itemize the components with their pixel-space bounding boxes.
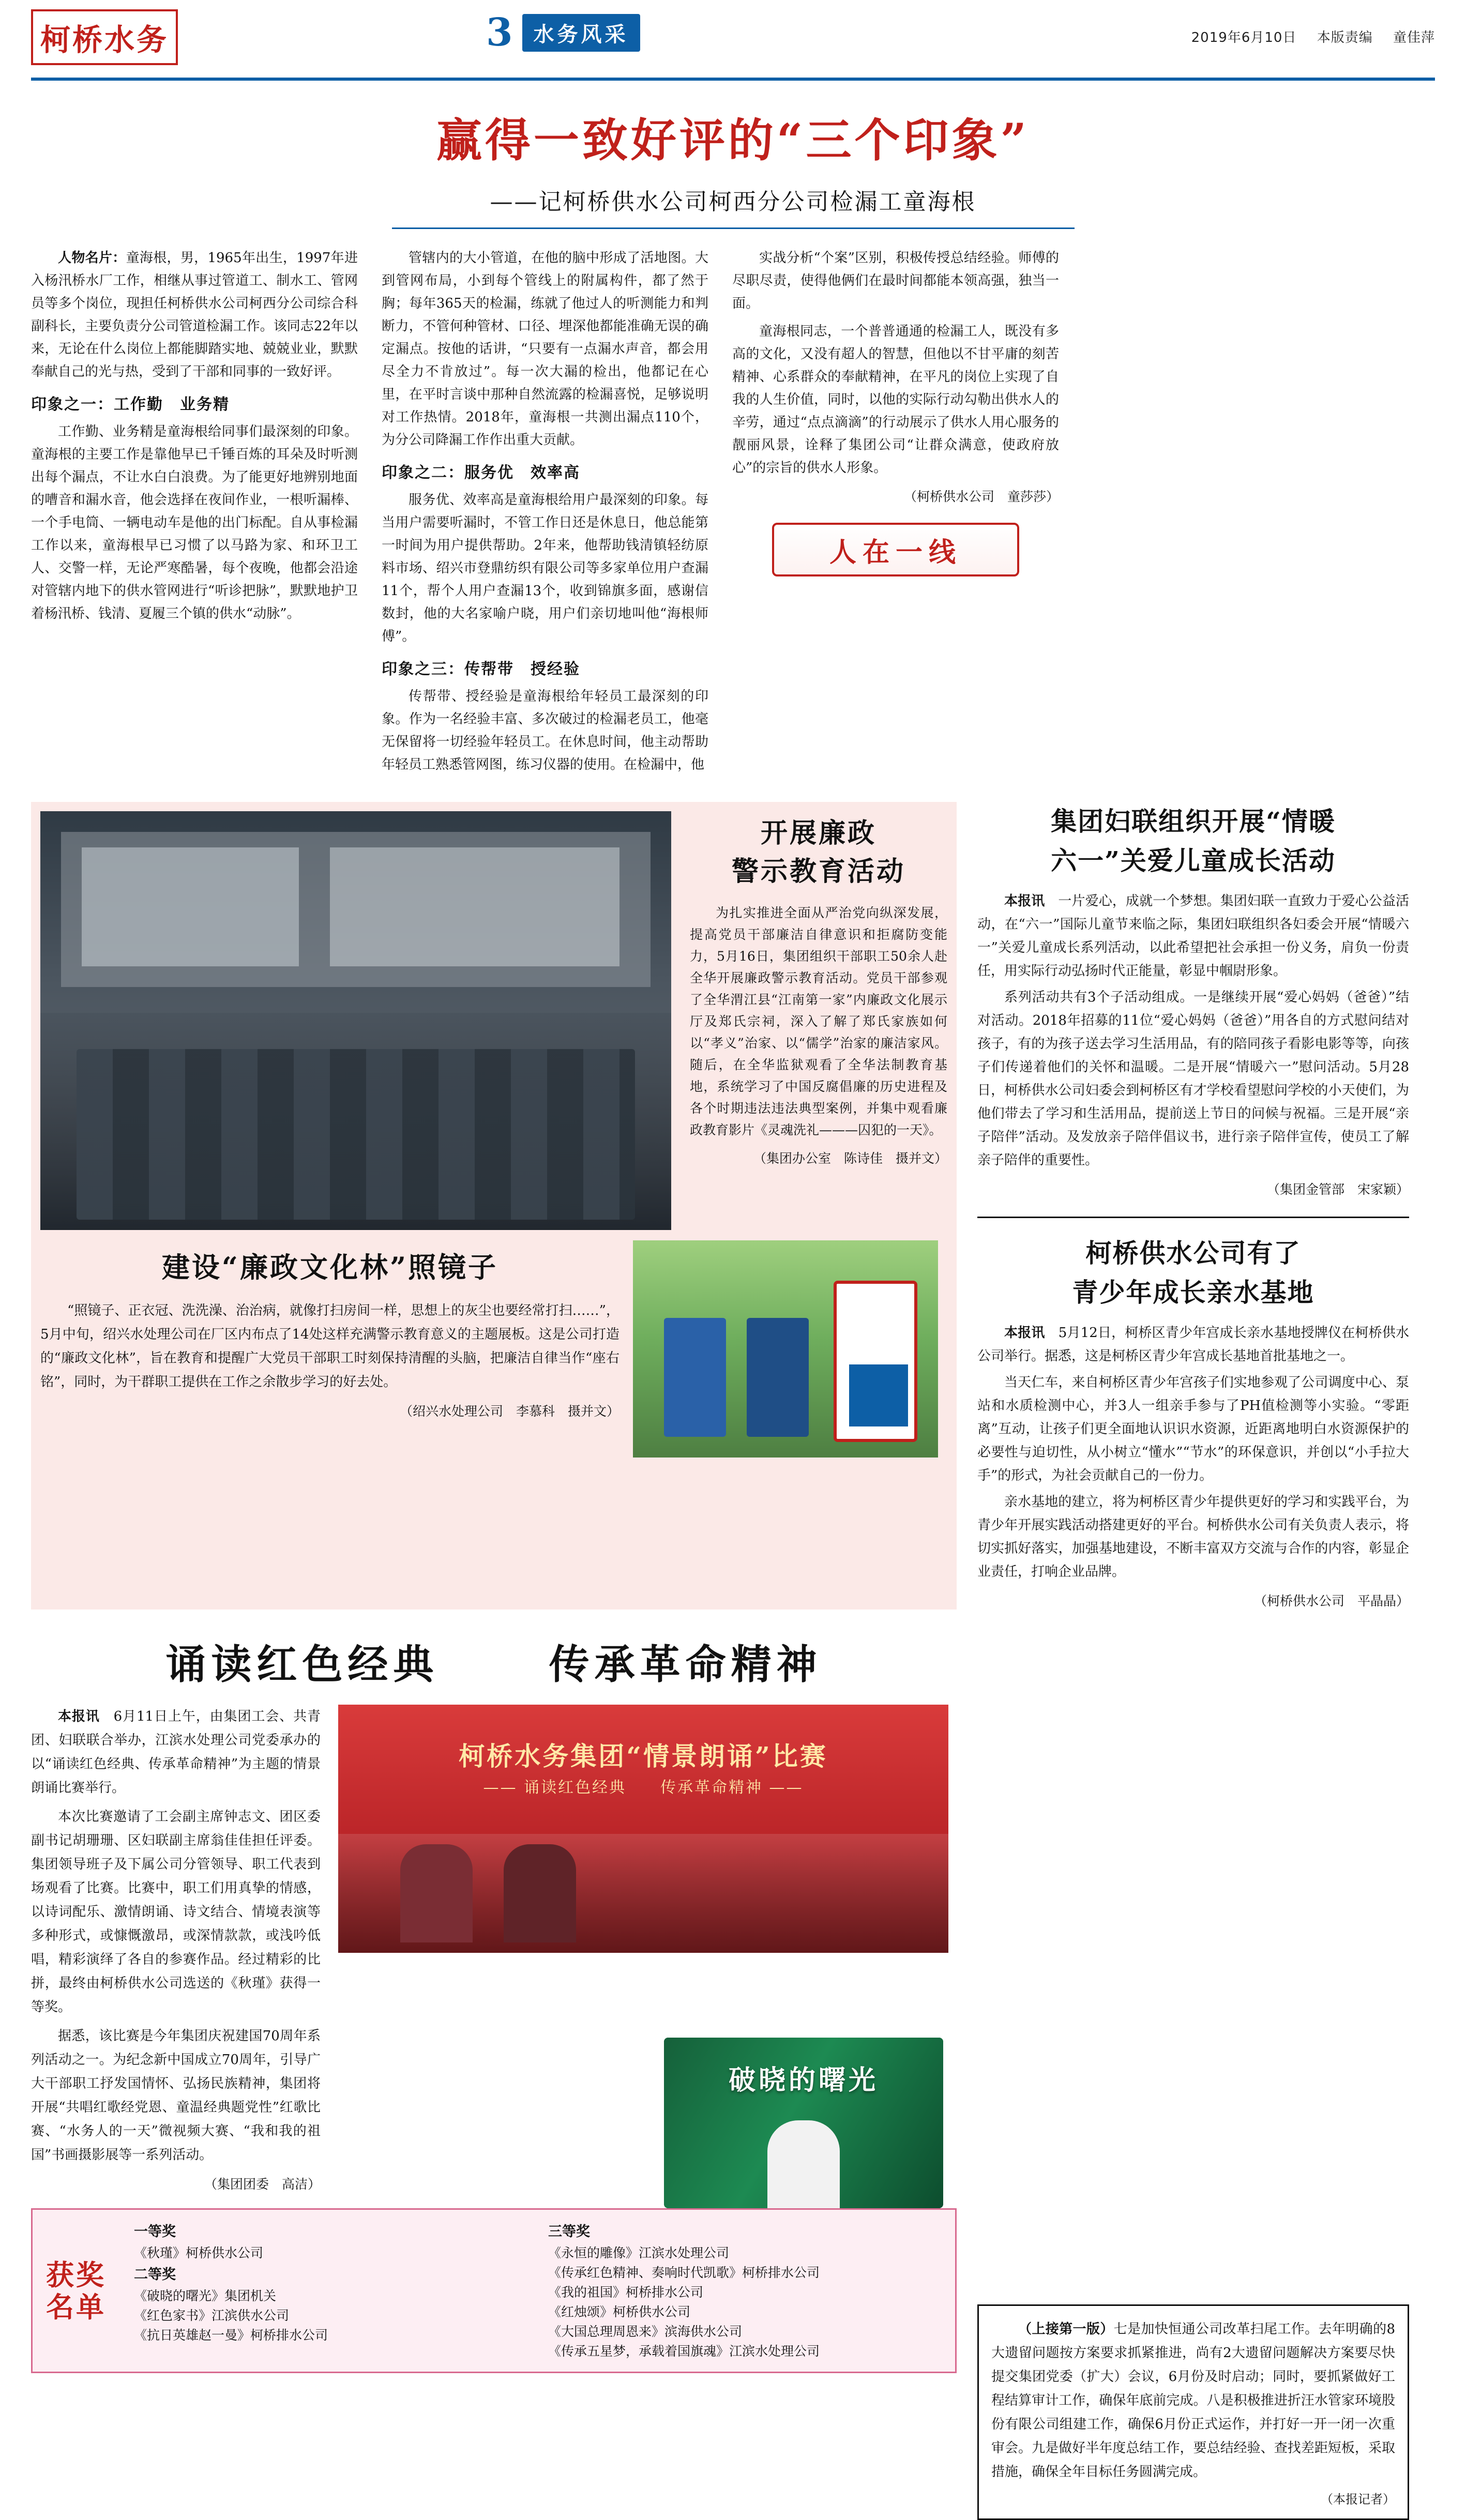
youth-article-p2: 当天仁车，来自柯桥区青少年宫孩子们实地参观了公司调度中心、泵站和水质检测中心，并3人一组亲手参与了PH值检测等小实验。“零距离”互动，让孩子们更全面地认识识水资源，近距离地明白水资源保护的必要性与迫切性，从小树立“懂水”“节水”的环保意识，并创以“小手拉大手”的形式，为社会贡献自己的一份力。: [977, 1375, 1409, 1483]
feature-column-3: [732, 247, 1059, 781]
feature-column-1: [31, 247, 358, 781]
right-column: [977, 802, 1409, 1610]
clean-government-article: [685, 811, 947, 1167]
page-number: 3: [486, 10, 513, 55]
awards-column-1: [134, 2220, 527, 2361]
award-item: 《永恒的雕像》江滨水处理公司: [548, 2245, 730, 2260]
award-grade: 二等奖: [134, 2267, 176, 2283]
photo-overlay-title: 破晓的曙光: [728, 2064, 879, 2096]
recite-article-title: [31, 1632, 957, 1690]
youth-article-p1: [977, 1322, 1409, 1368]
women-article-title: [977, 802, 1409, 881]
middle-section: [31, 802, 1435, 1610]
women-article-p1-text: 一片爱心，成就一个梦想。集团妇联一直致力于爱心公益活动，在“六一”国际儿童节来临之际，集团妇联组织各妇委会开展“情暖六一”关爱儿童成长系列活动，以此希望把社会承担一份义务，肩负一份责任，用实际行动弘扬时代正能量，彰显中帼尉形象。: [977, 893, 1409, 979]
continued-byline: （本报记者）: [1321, 2492, 1395, 2507]
award-grade: 三等奖: [548, 2224, 590, 2240]
banner-subtitle: —— 诵读红色经典 传承革命精神 ——: [483, 1779, 804, 1797]
bottom-section: [31, 1632, 1435, 2520]
feature-subtitle: ——记柯桥供水公司柯西分公司检漏工童海根: [490, 189, 976, 215]
recite-photos: [338, 1705, 948, 2193]
women-lead: 本报讯: [1004, 893, 1045, 909]
mirror-article-byline: （绍兴水处理公司 李慕科 摄并文）: [399, 1404, 619, 1419]
feature-col3-p1: 实战分析“个案”区别，积极传授总结经验。师傅的尽职尽责，使得他俩们在最时间都能本领高强，独当一面。: [732, 250, 1059, 311]
recite-byline: （集团团委 高洁）: [204, 2177, 321, 2192]
women-article-title-line2: 六一”关爱儿童成长活动: [1051, 845, 1336, 876]
continued-text: [991, 2317, 1395, 2484]
impression-2-text: 服务优、效率高是童海根给用户最深刻的印象。每当用户需要听漏时，不管工作日还是休息日，他总能第一时间为用户提供帮助。2年来，他帮助钱清镇轻纺原料市场、绍兴市登鼎纺织有限公司等多家单位用户查漏11个，帮个人用户查漏13个，收到锦旗多面，感谢信数封，他的大名家喻户晓，用户们亲切地叫他“海根师傅”。: [382, 492, 708, 644]
impression-2-title: 印象之二：服务优 效率高: [382, 464, 580, 482]
clean-government-title-line2: 警示教育活动: [731, 856, 905, 887]
mirror-article-p1: “照镜子、正衣冠、洗洗澡、治治病，就像打扫房间一样，思想上的灰尘也要经常打扫……”，5月中旬，绍兴水处理公司在厂区内布点了14处这样充满警示教育意义的主题展板。这是公司打造的“廉政文化林”，旨在教育和提醒广大党员干部职工时刻保持清醒的头脑，把廉洁自律当作“座右铭”，同时，为干群职工提供在工作之余散步学习的好去处。: [40, 1303, 619, 1390]
photo-recital-performer: [664, 2038, 943, 2208]
mirror-article-title: 建设“廉政文化林”照镜子: [161, 1251, 498, 1284]
recite-p1-text: 6月11日上午，由集团工会、共青团、妇联联合举办，江滨水处理公司党委承办的以“诵读红色经典、传承革命精神”为主题的情景朗诵比赛举行。: [31, 1709, 321, 1796]
recite-title-b: 传承革命精神: [549, 1641, 822, 1688]
youth-lead: 本报讯: [1004, 1325, 1045, 1341]
recite-p3: 据悉，该比赛是今年集团庆祝建国70周年系列活动之一。为纪念新中国成立70周年，引导广大干部职工抒发国情怀、弘扬民族精神，集团将开展“共唱红歌经党恩、童温经典题党性”红歌比赛、“水务人的一天”微视频大赛、“我和我的祖国”书画摄影展等一系列活动。: [31, 2028, 321, 2163]
editor-name: 童佳萍: [1393, 30, 1435, 45]
women-article-title-line1: 集团妇联组织开展“情暖: [1051, 806, 1336, 837]
continued-article-block: [977, 1632, 1409, 2520]
publication-logo: 柯桥水务: [31, 9, 178, 65]
masthead: [31, 0, 1435, 81]
clean-government-title: [690, 814, 947, 891]
photo-exhibition-hall: [40, 811, 671, 1230]
feature-col3-p2: 童海根同志，一个普普通通的检漏工人，既没有多高的文化，又没有超人的智慧，但他以不甘平庸的刻苦精神、心系群众的奉献精神，在平凡的岗位上实现了自我的人生价值，同时，以他的实际行动勾勒出供水人的辛劳，通过“点点滴滴”的行动展示了供水人用心服务的靓丽风景，诠释了集团公司“让群众满意，使政府放心”的宗旨的供水人形象。: [732, 324, 1059, 476]
banner-title: 柯桥水务集团“情景朗诵”比赛: [459, 1741, 828, 1771]
clean-government-text: 为扎实推进全面从严治党向纵深发展，提高党员干部廉洁自律意识和拒腐防变能力，5月16日，集团组织干部职工50余人赴全华开展廉政警示教育活动。党员干部参观了全华渭江县“江南第一家”内廉政文化展示厅及郑氏宗祠，深入了解了郑氏家族如何以“孝义”治家、以“儒学”治家的廉洁家风。随后，在全华监狱观看了全华法制教育基地，系统学习了中国反腐倡廉的历史进程及各个时期违法违法典型案例，并集中观看廉政教育影片《灵魂洗礼———囚犯的一天》。: [690, 905, 947, 1137]
editor-label: 本版责编: [1317, 30, 1373, 45]
recite-p2: 本次比赛邀请了工会副主席钟志文、团区委副书记胡珊珊、区妇联副主席翁佳佳担任评委。集团领导班子及下属公司分管领导、职工代表到场观看了比赛。比赛中，职工们用真挚的情感，以诗词配乐、激情朗诵、诗文结合、情境表演等多种形式，或慷慨激昂，或深情款款，或浅吟低唱，精彩演绎了各自的参赛作品。经过精彩的比拼，最终由柯桥供水公司选送的《秋瑾》获得一等奖。: [31, 1809, 321, 2015]
award-item: 《抗日英雄赵一曼》柯桥排水公司: [134, 2328, 328, 2343]
recite-body: [31, 1705, 957, 2193]
awards-column-2: [548, 2220, 942, 2361]
awards-columns: [134, 2220, 942, 2361]
masthead-meta: [1176, 27, 1435, 46]
profile-text: 童海根，男，1965年出生，1997年进入杨汛桥水厂工作，相继从事过管道工、制水工、管网员等多个岗位，现担任柯桥供水公司柯西分公司综合科副科长，主要负责分公司管道检漏工作。该同志22年以来，无论在什么岗位上都能脚踏实地、兢兢业业，默默奉献自己的光与热，受到了干部和同事的一致好评。: [31, 250, 358, 379]
profile-head: 人物名片：: [58, 250, 126, 266]
women-article-p1: [977, 890, 1409, 983]
clean-government-block: [31, 802, 957, 1610]
recite-lead: 本报讯: [58, 1709, 100, 1724]
photo-recital-stage: [338, 1705, 948, 1953]
awards-label: 获奖名单: [46, 2258, 106, 2324]
continued-box: [977, 2304, 1409, 2520]
section-badge: 水务风采: [522, 14, 640, 52]
recite-title-a: 诵读红色经典: [165, 1641, 439, 1688]
continued-lead: （上接第一版）: [1018, 2321, 1114, 2337]
feature-col2-p1: 管辖内的大小管道，在他的脑中形成了活地图。大到管网布局，小到每个管线上的附属构件，都了然于胸；每年365天的检漏，练就了他过人的听测能力和判断力，不管何种管材、口径、埋深他都能准确无误的确定漏点。按他的话讲，“只要有一点漏水声音，都会用尽全力不肯放过”。每一次大漏的检出，他都记在心里，在平时言谈中那种自然流露的检漏喜悦，足够说明对工作热情。2018年，童海根一共测出漏点110个，为分公司降漏工作作出重大贡献。: [382, 250, 708, 448]
issue-date: 2019年6月10日: [1191, 30, 1297, 45]
youth-article-p1-text: 5月12日，柯桥区青少年宫成长亲水基地授牌仪在柯桥供水公司举行。据悉，这是柯桥区青少年宫成长基地首批基地之一。: [977, 1325, 1409, 1364]
photo-culture-forest: [633, 1240, 938, 1458]
impression-1-text: 工作勤、业务精是童海根给同事们最深刻的印象。童海根的主要工作是靠他早已千锤百炼的耳朵及时听测出每个漏点，不让水白白浪费。为了能更好地辨别地面的嘈音和漏水音，他会选择在夜间作业，一根听漏棒、一个手电筒、一辆电动车是他的出门标配。自从事检漏工作以来，童海根早已习惯了以马路为家、和环卫工人、交警一样，无论严寒酷暑，每个夜晚，他都会沿途对管辖内地下的供水管网进行“听诊把脉”，默默地护卫着杨汛桥、钱清、夏履三个镇的供水“动脉”。: [31, 424, 358, 621]
impression-3-text: 传帮带、授经验是童海根给年轻员工最深刻的印象。作为一名经验丰富、多次破过的检漏老员工，他毫无保留将一切经验年轻员工。在休息时间，他主动帮助年轻员工熟悉管网图，练习仪器的使用。在检漏中，他: [382, 689, 708, 772]
award-grade: 一等奖: [134, 2224, 176, 2240]
award-item: 《传承五星梦，承载着国旗魂》江滨水处理公司: [548, 2344, 820, 2359]
women-article-byline: （集团金管部 宋家颖）: [1266, 1182, 1409, 1197]
award-item: 《红烛颂》柯桥供水公司: [548, 2304, 691, 2319]
feature-column-2: [382, 247, 708, 781]
feature-columns: [31, 247, 1435, 781]
mirror-article-block: [40, 1230, 947, 1458]
feature-byline: （柯桥供水公司 童莎莎）: [903, 489, 1059, 504]
page-title: 赢得一致好评的“三个印象”: [436, 113, 1030, 167]
impression-1-title: 印象之一：工作勤 业务精: [31, 396, 230, 414]
clean-government-title-line1: 开展廉政: [760, 817, 876, 849]
masthead-center: [486, 10, 640, 55]
award-item: 《红色家书》江滨供水公司: [134, 2308, 290, 2323]
awards-list: [31, 2208, 957, 2373]
recite-text: [31, 1705, 321, 2193]
clean-government-byline: （集团办公室 陈诗佳 摄并文）: [753, 1151, 947, 1166]
impression-3-title: 印象之三：传帮带 授经验: [382, 660, 580, 678]
continued-body: 七是加快恒通公司改革扫尾工作。去年明确的8大遗留问题按方案要求抓紧推进，尚有2大遗留问题解决方案要尽快提交集团党委（扩大）会议，6月份及时启动；同时，要抓紧做好工程结算审计工作，确保年底前完成。八是积极推进折汪水管家环境股份有限公司组建工作，确保6月份正式运作，并打好一开一闭一次重审会。九是做好半年度总结工作，要总结经验、查找差距短板，采取措施，确保全年目标任务圆满完成。: [991, 2321, 1395, 2480]
youth-article-byline: （柯桥供水公司 平晶晶）: [1253, 1593, 1409, 1608]
feature-headline-block: [0, 104, 1466, 229]
award-item: 《破晓的曙光》集团机关: [134, 2288, 277, 2303]
column-seal: 人在一线: [772, 523, 1019, 576]
women-article-p2: 系列活动共有3个子活动组成。一是继续开展“爱心妈妈（爸爸）”结对活动。2018年招募的11位“爱心妈妈（爸爸）”用各自的方式慰问结对孩子，有的为孩子送去学习生活用品，有的陪同孩子看影电影等等，向孩子们传递着他们的关怀和温暖。二是开展“情暖六一”慰问活动。5月28日，柯桥供水公司妇委会到柯桥区有才学校看望慰问学校的小天使们，为他们带去了学习和生活用品，提前送上节日的问候与祝福。三是开展“亲子陪伴”活动。及发放亲子陪伴倡议书，进行亲子陪伴宣传，使员工了解亲子陪伴的重要性。: [977, 990, 1409, 1168]
divider: [392, 227, 1075, 229]
youth-article-p3: 亲水基地的建立，将为柯桥区青少年提供更好的学习和实践平台，为青少年开展实践活动搭建更好的平台。柯桥供水公司有关负责人表示，将切实抓好落实，加强基地建设，不断丰富双方交流与合作的内容，彰显企业责任，打响企业品牌。: [977, 1494, 1409, 1580]
award-item: 《我的祖国》柯桥排水公司: [548, 2285, 704, 2300]
divider: [977, 1217, 1409, 1218]
recite-p1: [31, 1705, 321, 1800]
award-item: 《秋瑾》柯桥供水公司: [134, 2245, 264, 2260]
award-item: 《大国总理周恩来》滨海供水公司: [548, 2324, 743, 2339]
mirror-article-text: [40, 1240, 619, 1458]
recite-article-block: [31, 1632, 957, 2520]
youth-article-title-line2: 青少年成长亲水基地: [1072, 1277, 1314, 1308]
youth-article-title: [977, 1234, 1409, 1312]
youth-article-title-line1: 柯桥供水公司有了: [1085, 1238, 1301, 1268]
award-item: 《传承红色精神、奏响时代凯歌》柯桥排水公司: [548, 2265, 820, 2280]
